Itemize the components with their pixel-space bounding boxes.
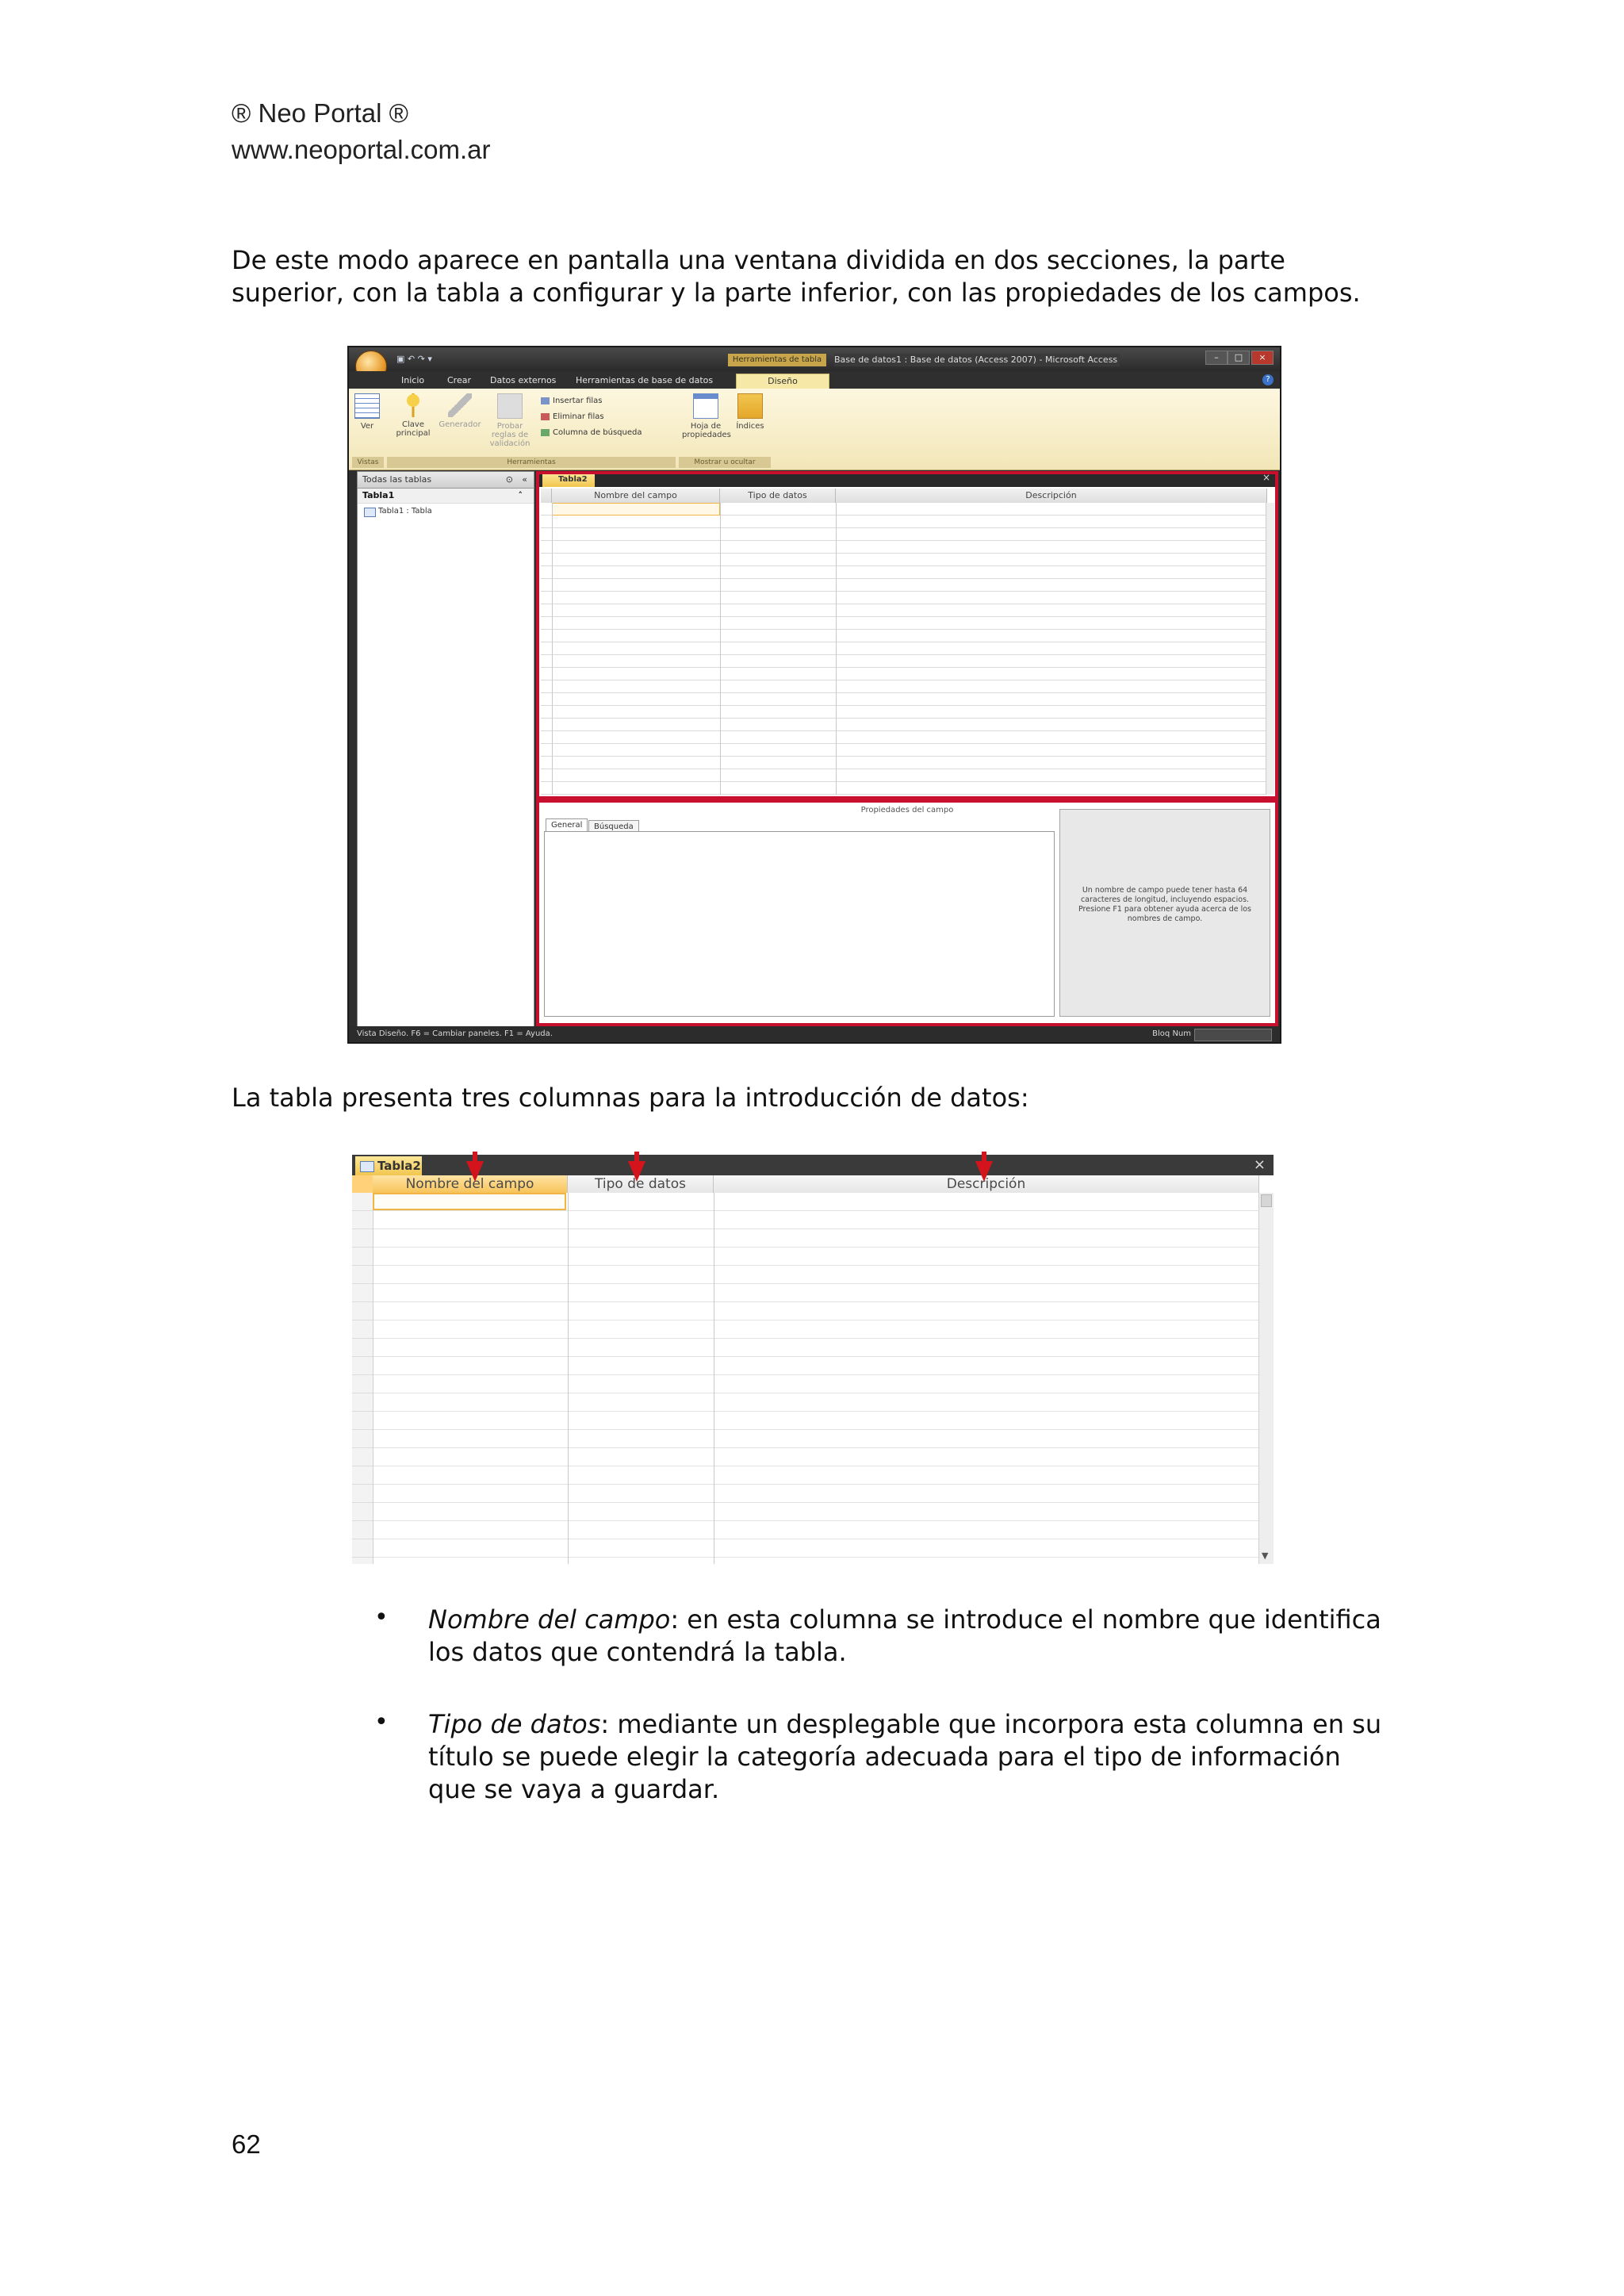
props-title: Propiedades del campo (860, 806, 954, 815)
bullet-icon: • (374, 1604, 389, 1631)
insert-rows-icon (541, 397, 550, 404)
status-bar: Vista Diseño. F6 = Cambiar paneles. F1 = Ayuda. Bloq Num (349, 1026, 1280, 1042)
validation-icon (497, 393, 523, 419)
close-icon[interactable]: × (1251, 351, 1274, 365)
wand-icon (448, 393, 472, 417)
tab-datos-externos[interactable]: Datos externos (490, 375, 557, 385)
group-vistas: Vistas (352, 457, 384, 468)
table-icon (364, 508, 376, 517)
probar-reglas-button[interactable]: Probar reglas de validación (484, 393, 536, 448)
page-number: 62 (232, 2129, 261, 2159)
ver-button[interactable]: Ver (354, 393, 381, 431)
indices-button[interactable]: Índices (733, 393, 768, 431)
delete-rows-icon (541, 413, 550, 420)
tab-inicio[interactable]: Inicio (401, 375, 425, 385)
generador-button[interactable]: Generador (438, 393, 482, 429)
scroll-down-icon[interactable]: ▼ (1262, 1550, 1269, 1561)
ribbon-tabs (349, 371, 1280, 389)
arrow-tipo-icon (628, 1161, 645, 1182)
window-title: Base de datos1 : Base de datos (Access 2007) - Microsoft Access (834, 354, 1120, 366)
intro-paragraph: De este modo aparece en pantalla una ventana dividida en dos secciones, la parte superior, con la tabla a configurar y la parte inferior, con las propiedades de los campos. (232, 245, 1361, 308)
indexes-icon (737, 393, 763, 419)
tab-crear[interactable]: Crear (447, 375, 471, 385)
bullet-item-nombre: Nombre del campo: en esta columna se introduce el nombre que identifica los datos que contendrá la tabla. (428, 1604, 1381, 1667)
nav-group-tabla1[interactable]: Tabla1 ˄ (358, 489, 534, 504)
highlight-properties-section (536, 799, 1278, 1026)
tab-tabla2[interactable]: Tabla2 (542, 473, 595, 487)
quick-access-toolbar[interactable]: ▣ ↶ ↷ ▾ (396, 354, 432, 364)
mid-paragraph: La tabla presenta tres columnas para la introducción de datos: (232, 1083, 1029, 1113)
tab-general[interactable]: General (546, 818, 588, 832)
col-descripcion-header[interactable]: Descripción (836, 489, 1267, 503)
tabla2-grid-screenshot (352, 1155, 1274, 1564)
context-tab-label: Herramientas de tabla (728, 354, 826, 366)
hoja-propiedades-button[interactable]: Hoja de propiedades (682, 393, 730, 439)
nav-dropdown-icon[interactable]: ⊙ (505, 474, 513, 485)
clave-principal-button[interactable]: Clave principal (392, 393, 435, 438)
close-doc-icon[interactable]: × (1262, 472, 1270, 483)
minimize-icon[interactable]: – (1205, 351, 1228, 365)
columna-busqueda-button[interactable]: Columna de búsqueda (541, 428, 642, 437)
highlight-table-section (536, 471, 1278, 799)
col-tipo-header[interactable]: Tipo de datos (568, 1175, 714, 1193)
chevron-up-icon[interactable]: ˄ (518, 490, 523, 500)
header-brand: ® Neo Portal ® (232, 98, 408, 128)
row-selector-column[interactable] (352, 1193, 373, 1564)
insertar-filas-button[interactable]: Insertar filas (541, 397, 603, 405)
group-mostrar: Mostrar u ocultar (679, 457, 771, 468)
view-switcher[interactable] (1194, 1029, 1272, 1041)
active-cell[interactable] (373, 1193, 566, 1210)
ribbon (349, 389, 1280, 470)
access-window-screenshot (347, 346, 1281, 1044)
view-icon (354, 393, 380, 419)
tab-bar (352, 1155, 1274, 1175)
table-icon (360, 1161, 374, 1172)
tab-herramientas-bd[interactable]: Herramientas de base de datos (576, 375, 714, 385)
bullet-icon: • (374, 1708, 389, 1736)
header-url: www.neoportal.com.ar (232, 135, 491, 164)
eliminar-filas-button[interactable]: Eliminar filas (541, 412, 604, 421)
col-nombre-header[interactable]: Nombre del campo (552, 489, 720, 503)
col-nombre-header[interactable]: Nombre del campo (373, 1175, 568, 1193)
title-bar (349, 347, 1280, 371)
close-icon[interactable]: × (1253, 1156, 1266, 1173)
property-sheet-icon (693, 393, 718, 419)
row-selector-header[interactable] (352, 1175, 373, 1193)
col-tipo-header[interactable]: Tipo de datos (720, 489, 836, 503)
lookup-column-icon (541, 429, 550, 436)
field-hint: Un nombre de campo puede tener hasta 64 caracteres de longitud, incluyendo espacios. Presione F1 para obtener ayuda acerca de los nombres de campo. (1059, 809, 1270, 1017)
group-herramientas: Herramientas (387, 457, 676, 468)
nav-header[interactable]: Todas las tablas ⊙ « (358, 472, 534, 489)
key-icon (401, 393, 425, 417)
arrow-nombre-icon (466, 1161, 484, 1182)
scroll-thumb[interactable] (1261, 1194, 1272, 1207)
tab-busqueda[interactable]: Búsqueda (588, 820, 639, 834)
nav-collapse-icon[interactable]: « (522, 474, 527, 485)
design-grid-rows[interactable] (352, 1193, 1259, 1564)
bullet-item-tipo: Tipo de datos: mediante un desplegable que incorpora esta columna en su título se puede elegir la categoría adecuada para el tipo de información que se vaya a guardar. (428, 1709, 1382, 1804)
navigation-pane (357, 471, 534, 1028)
col-descripcion-header[interactable]: Descripción (714, 1175, 1259, 1193)
tab-diseno[interactable]: Diseño (736, 374, 829, 389)
arrow-descripcion-icon (975, 1161, 993, 1182)
vertical-scrollbar[interactable] (1258, 1193, 1274, 1564)
help-icon[interactable]: ? (1262, 374, 1274, 385)
maximize-icon[interactable]: □ (1228, 351, 1250, 365)
tab-tabla2[interactable]: Tabla2 (355, 1156, 422, 1175)
document-area (536, 471, 1278, 1026)
nav-item-tabla1[interactable]: Tabla1 : Tabla (358, 504, 534, 519)
